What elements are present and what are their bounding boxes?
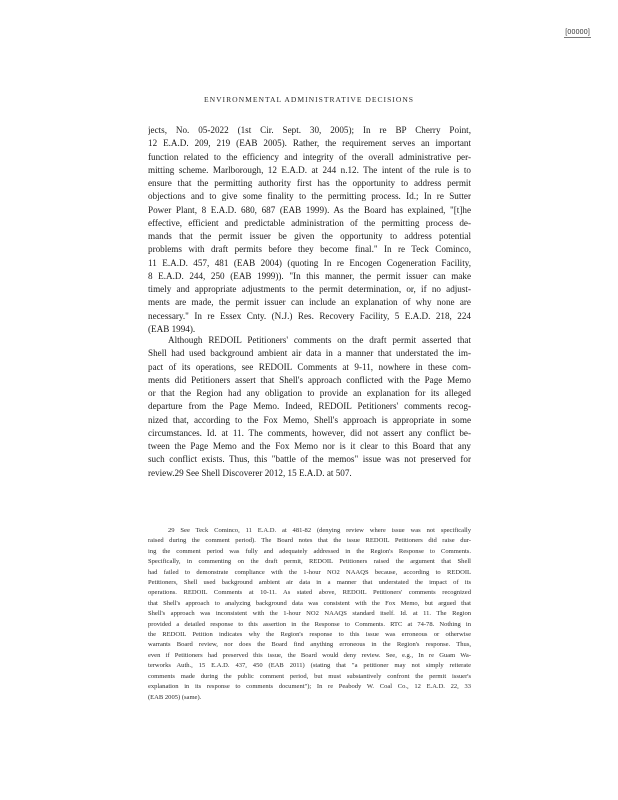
footnote-line: warrants Board review, nor does the Board find anything erroneous in the Region's response. Thus, [148,641,471,649]
footnote-line: provided a detailed response to this assertion in the Response to Comments. RTC at 74-78. Nothing in [148,620,471,628]
text-line: Shell had used background ambient air data in a manner that understated the im- [148,348,471,359]
page-number: [00000] [565,29,590,36]
body-paragraph-1 [148,124,471,336]
text-line: objections and to give some finality to the permitting process. Id.; In re Sutter [148,191,471,202]
text-line: pact of its operations, see REDOIL Comments at 9-11, nowhere in these com- [148,361,471,372]
footnote-line: had failed to demonstrate compliance with the 1-hour NO2 NAAQS because, according to REDOIL [148,568,471,576]
text-line: ments did Petitioners assert that Shell's approach conflicted with the Page Memo [148,374,471,385]
body-paragraph-2 [148,334,471,480]
text-line: circumstances. Id. at 11. The comments, however, did not assert any conflict be- [148,427,471,438]
running-head: ENVIRONMENTAL ADMINISTRATIVE DECISIONS [203,95,415,104]
text-line: jects, No. 05-2022 (1st Cir. Sept. 30, 2005); In re BP Cherry Point, [148,125,471,135]
footnote-line: (EAB 2005) (same). [148,693,202,701]
text-line: Although REDOIL Petitioners' comments on the draft permit asserted that [168,335,471,345]
text-line: 8 E.A.D. 244, 250 (EAB 1999)). "In this manner, the permit issuer can make [148,270,471,281]
text-line: tween the Page Memo and the Fox Memo nor is it clear to this Board that any [148,441,471,451]
text-line: nized that, according to the Fox Memo, Shell's approach is appropriate in some [148,414,471,425]
footnote-line: even if Petitioners had preserved this issue, the Board would deny review. See, e.g., In re Guam Wa- [148,651,471,659]
footnote-29 [148,526,471,703]
text-line: problems with draft permits before they become final." In re Teck Cominco, [148,244,471,255]
text-line: timely and appropriate adjustments to the permit determination, or, if no adjust- [148,284,471,294]
text-line: review.29 See Shell Discoverer 2012, 15 E.A.D. at 507. [148,467,352,478]
footnote-line: Specifically, in commenting on the draft permit, REDOIL Petitioners raised the argument that Shell [148,558,471,566]
footnote-line: Shell's approach was inconsistent with the 1-hour NO2 NAAQS standard itself. Id. at 11. The Region [148,610,471,618]
text-line: or that the Region had any obligation to provide an explanation for its alleged [148,388,471,398]
footnote-line: Petitioners, Shell used background ambient air data in a manner that understated the impact of its [148,579,471,587]
text-line: ments are made, the permit issuer can include an explanation of why none are [148,297,471,308]
text-line: necessary." In re Essex Cnty. (N.J.) Res. Recovery Facility, 5 E.A.D. 218, 224 [148,310,471,321]
text-line: mands that the permit issuer be given the opportunity to address potential [148,231,471,241]
text-line: mitting scheme. Marlborough, 12 E.A.D. at 244 n.12. The intent of the rule is to [148,164,471,175]
footnote-line: terworks Auth., 15 E.A.D. 437, 450 (EAB 2011) (stating that "a petitioner may not simply reiterate [148,662,471,670]
text-line: departure from the Page Memo. Indeed, REDOIL Petitioners' comments recog- [148,401,471,412]
footnote-line: operations. REDOIL Comments at 10-11. As stated above, REDOIL Petitioners' comments recognized [148,589,471,597]
footnote-line: the REDOIL Petition indicates why the Region's response to this issue was erroneous or otherwise [148,631,471,639]
text-line: such conflict exists. Thus, this "battle of the memos" issue was not preserved for [148,454,471,465]
footnote-line: 29 See Teck Cominco, 11 E.A.D. at 481-82 (denying review where issue was not specifically [168,527,471,534]
text-line: effective, efficient and predictable administration of the permitting process de- [148,217,471,228]
text-line: (EAB 1994). [148,323,196,334]
text-line: 11 E.A.D. 457, 481 (EAB 2004) (quoting In re Encogen Cogeneration Facility, [148,257,471,268]
text-line: ensure that the permitting authority first has the opportunity to address permit [148,178,471,188]
footnote-line: raised during the comment period). The Board notes that the issue REDOIL Petitioners did raise dur- [148,537,471,545]
footnote-line: ing the comment period was fully and adequately addressed in the Region's Response to Comments. [148,547,471,555]
footnote-line: explanation in its response to comments document"); In re Peabody W. Coal Co., 12 E.A.D. 22, 33 [148,683,471,691]
text-line: function related to the efficiency and integrity of the overall administrative per- [148,151,471,162]
text-line: 12 E.A.D. 209, 219 (EAB 2005). Rather, the requirement serves an important [148,138,471,149]
footnote-line: that Shell's approach to analyzing background data was consistent with the Fox Memo, but argued that [148,599,471,607]
text-line: Power Plant, 8 E.A.D. 680, 687 (EAB 1999). As the Board has explained, "[t]he [148,204,471,215]
footnote-line: comments made during the public comment period, but must substantively confront the permit issuer's [148,672,471,680]
